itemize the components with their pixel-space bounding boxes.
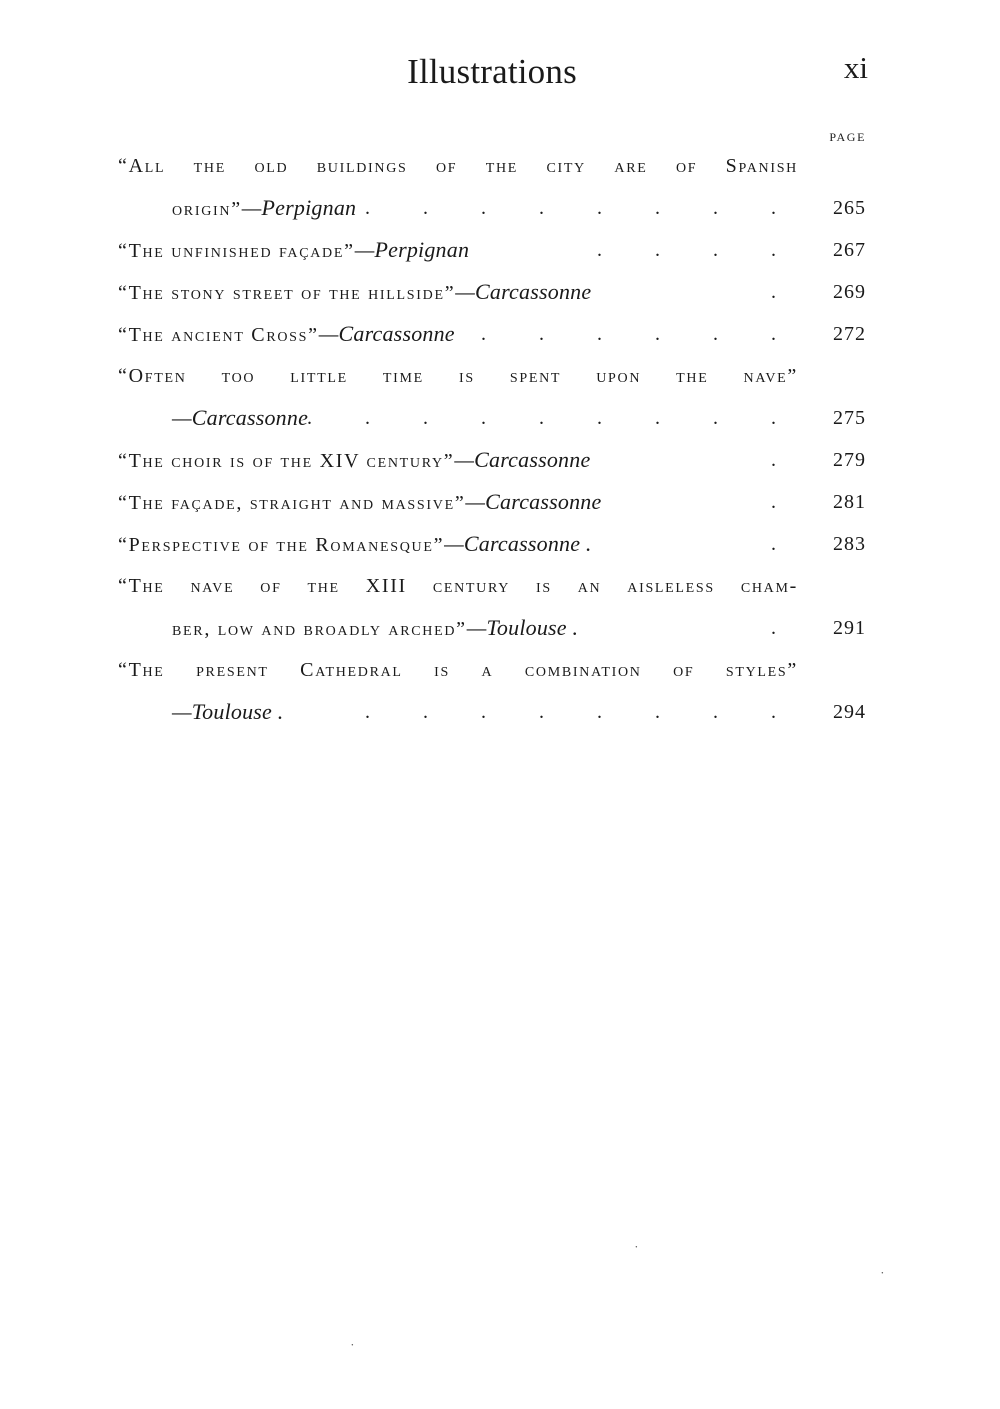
entry-place: —Carcassonne (455, 279, 592, 304)
entry-page-number: 267 (833, 239, 866, 261)
entry-caption: “The present Cathedral is a combination of styles” (118, 659, 798, 681)
entry-place: —Carcassonne (454, 447, 591, 472)
entry-line (0, 523, 1000, 565)
entry-page-number: 275 (833, 407, 866, 429)
entry-line (0, 607, 1000, 649)
leader-dots: . . . . . . . . (365, 701, 800, 723)
entry-line (0, 229, 1000, 271)
entry-place: —Perpignan (354, 237, 470, 262)
leader-dots: . (771, 449, 800, 471)
entry-place: —Toulouse . (466, 615, 579, 640)
entry-page-number: 279 (833, 449, 866, 471)
entry-page-number: 283 (833, 533, 866, 555)
entry-caption: “Often too little time is spent upon the nave” (118, 365, 798, 387)
illustrations-list (0, 145, 1000, 733)
entry-line (0, 481, 1000, 523)
entry-line (0, 145, 1000, 187)
leader-dots: . (771, 491, 800, 513)
entry-caption: “The stony street of the hillside” (118, 282, 456, 304)
entry-caption: “All the old buildings of the city are of Spanish (118, 155, 798, 177)
entry-caption: origin” (172, 198, 242, 220)
entry-line (0, 271, 1000, 313)
leader-dots: . . . . . . (481, 323, 800, 345)
entry-page-number: 272 (833, 323, 866, 345)
entry-caption: “The façade, straight and massive” (118, 492, 466, 514)
entry-line (0, 649, 1000, 691)
entry-line (0, 313, 1000, 355)
entry-line (0, 355, 1000, 397)
leader-dots: . . . . (597, 239, 800, 261)
entry-place: —Toulouse . (172, 699, 284, 724)
entry-line (0, 187, 1000, 229)
entry-caption: “The choir is of the XIV century” (118, 450, 455, 472)
entry-line (0, 691, 1000, 733)
entry-line (0, 439, 1000, 481)
entry-page-number: 265 (833, 197, 866, 219)
entry-line (0, 565, 1000, 607)
print-speck: ˙ (350, 1342, 355, 1357)
page-title: Illustrations (407, 52, 577, 91)
page-column-label: PAGE (829, 130, 866, 144)
entry-place: —Carcassonne (172, 405, 309, 430)
entry-caption: “The nave of the XIII century is an aisleless cham- (118, 575, 798, 597)
entry-page-number: 291 (833, 617, 866, 639)
page-number: xi (843, 50, 868, 85)
entry-line (0, 397, 1000, 439)
entry-page-number: 269 (833, 281, 866, 303)
entry-caption: “The ancient Cross” (118, 324, 319, 346)
entry-caption: “Perspective of the Romanesque” (118, 534, 445, 556)
leader-dots: . (771, 533, 800, 555)
entry-caption: “The unfinished façade” (118, 240, 355, 262)
leader-dots: . . . . . . . . . (307, 407, 800, 429)
leader-dots: . (771, 617, 800, 639)
entry-place: —Carcassonne (465, 489, 602, 514)
print-speck: ˙ (880, 1270, 885, 1285)
entry-page-number: 281 (833, 491, 866, 513)
leader-dots: . . . . . . . . (365, 197, 800, 219)
entry-place: —Carcassonne . (444, 531, 592, 556)
entry-page-number: 294 (833, 701, 866, 723)
leader-dots: . (771, 281, 800, 303)
entry-caption: ber, low and broadly arched” (172, 618, 467, 640)
entry-place: —Perpignan (241, 195, 357, 220)
entry-place: —Carcassonne (318, 321, 455, 346)
print-speck: ˙ (634, 1244, 639, 1259)
